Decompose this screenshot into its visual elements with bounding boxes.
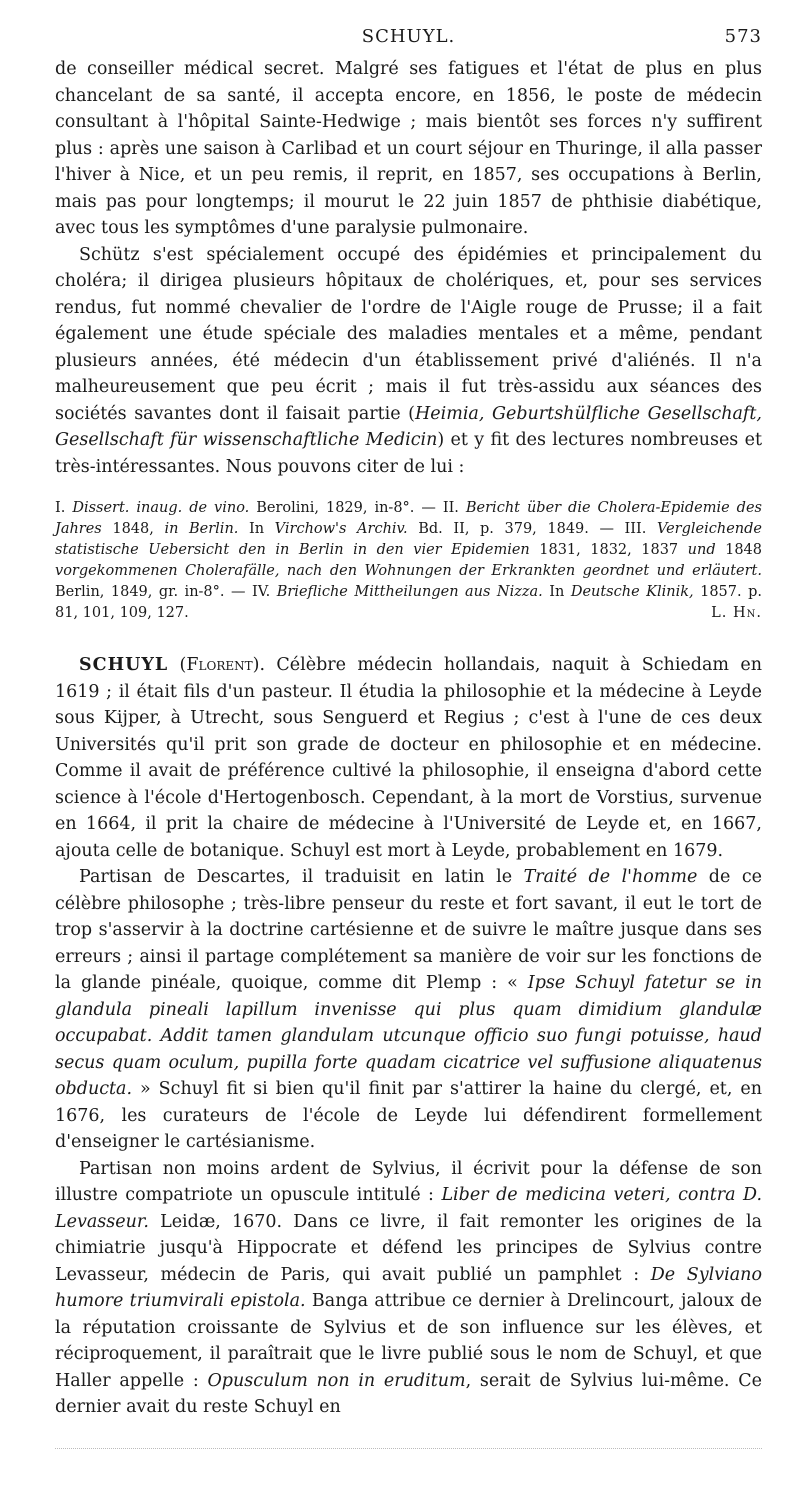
page-bottom-edge [55,1448,762,1449]
running-title: SCHUYL. [361,26,456,47]
biblio-ii-title: Bericht über die Cholera-Epidemie des Jahres [55,500,762,537]
entry-headword: SCHUYL [79,655,169,675]
schuyl-p3-b: Leidæ, 1670. Dans ce livre, il fait remonter les origines de la chimiatrie jusqu'à Hippocrate et défend les principes de Sylvius contre Levasseur, médecin de Paris, qui avait publié un pamphlet : [55,1211,762,1285]
schuyl-p3-a: Partisan non moins ardent de Sylvius, il écrivit pour la défense de son illustre compatriote un opuscule intitulé : [55,1158,762,1205]
running-header [55,26,762,56]
name-open: ( [168,655,187,675]
biblio-iii-year2: 1848 [715,542,762,558]
biblio-ii-journal: Virchow's Archiv. [274,521,408,537]
biblio-i-title: Dissert. inaug. de vino. [72,500,250,516]
schuyl-p2-b: de ce célèbre philosophe ; très-libre penseur du reste et fort savant, il eut le tort de trop s'asservir à la doctrine cartésienne et de suivre le maître jusque dans ses erreurs ; ainsi il partage complétement sa manière de voir sur les fonctions de la glande pinéale, quoique, comme dit Plemp : « [55,867,762,993]
biblio-iii-years: 1831, 1832, 1837 [529,542,688,558]
author-signature: L. Hn. [711,605,762,621]
biblio-iv-in: In [542,584,571,600]
biblio-ii-rest: In [238,521,275,537]
schutz-societies: Heimia, Geburtshülfliche Gesellschaft, Gesellschaft für wissenschaftliche Medicin [55,403,762,450]
liber-title: Liber de medicina veteri, contra D. Levasseur. [55,1185,763,1232]
schutz-paragraph-2 [55,242,762,481]
opusculum-title: Opusculum non in eruditum [207,1370,466,1391]
schutz-paragraph-1: de conseiller médical secret. Malgré ses fatigues et l'état de plus en plus chancelant de sa santé, il accepta encore, en 1856, le poste de médecin consultant à l'hôpital Sainte-Hedwige ; mais bientôt ses forces n'y suffirent plus : après une saison à Carlibad et un court séjour en Thuringe, il alla passer l'hiver à Nice, et un peu remis, il reprit, en 1857, ses occupations à Berlin, mais pas pour longtemps; il mourut le 22 juin 1857 de phthisie diabétique, avec tous les symptômes d'une paralysie pulmonaire. [55,59,762,238]
biblio-i-rest: Berolini, 1829, in-8°. — II. [249,500,466,516]
biblio-ii-year: 1848, [101,521,165,537]
bibliography-text [55,498,762,624]
schutz-p2-text: Schütz s'est spécialement occupé des épidémies et principalement du choléra; il dirigea plusieurs hôpitaux de cholériques, et, pour ses services rendus, fut nommé chevalier de l'ordre de l'Aigle rouge de Prusse; il a fait également une étude spéciale des maladies mentales et a même, pendant plusieurs années, été médecin d'un établissement privé d'aliénés. Il n'a malheureusement que peu écrit ; mais il fut très-assidu aux séances des sociétés savantes dont il faisait partie ( [55,244,762,424]
schuyl-entry [55,652,762,1421]
name-close: ). [252,655,277,675]
biblio-iii-rest: Berlin, 1849, gr. in-8°. — IV. [55,584,277,600]
schuyl-paragraph-1 [55,652,762,864]
schutz-entry [55,56,762,624]
schuyl-p2-a: Partisan de Descartes, il traduisit en latin le [79,867,524,887]
entry-firstname: Florent [186,655,253,675]
biblio-iii-title: Vergleichende statistische Uebersicht den in Berlin in den vier Epidemien [55,521,762,558]
schuyl-p1-text: Célèbre médecin hollandais, naquit à Schiedam en 1619 ; il était fils d'un pasteur. Il étudia la philosophie et la médecine à Leyde sous Kijper, à Utrecht, sous Senguerd et Regius ; c'est à l'une de ces deux Universités qu'il prit son grade de docteur en philosophie et en médecine. Comme il avait de préférence cultivé la philosophie, il enseigna d'abord cette science à l'école d'Hertogenbosch. Cependant, à la mort de Vorstius, survenue en 1664, il prit la chaire de médecine à l'Université de Leyde et, en 1667, ajouta celle de botanique. Schuyl est mort à Leyde, probablement en 1679. [55,655,763,861]
biblio-ii-ref: Bd. II, p. 379, 1849. — III. [407,521,657,537]
biblio-iii-title2: vorgekommenen Cholerafälle, nach den Wohnungen der Erkrankten geordnet und erläutert. [55,563,762,579]
biblio-iv-title: Briefliche Mittheilungen aus Nizza. [276,584,543,600]
schutz-p2-end: ) et y fit des lectures nombreuses et très-intéressantes. Nous pouvons citer de lui : [55,430,762,477]
schuyl-p2-c: » Schuyl fit si bien qu'il finit par s'attirer la haine du clergé, et, en 1676, les curateurs de l'école de Leyde lui défendirent formellement d'enseigner le cartésianisme. [55,1079,762,1152]
biblio-ii-in: in Berlin. [164,521,239,537]
pamphlet-title: De Sylviano humore triumvirali epistola. [55,1264,762,1311]
biblio-iv-ref: 1857. p. 81, 101, 109, 127. [55,584,762,621]
schuyl-paragraph-3 [55,1156,762,1421]
schuyl-paragraph-2 [55,864,762,1156]
traite-title: Traité de l'homme [523,867,698,887]
biblio-iv-journal: Deutsche Klinik, [570,584,694,600]
schutz-bibliography [55,498,762,624]
biblio-i-label: I. [55,500,73,516]
schuyl-p3-c: Banga attribue ce dernier à Drelincourt, jaloux de la réputation croissante de Sylvius et de son influence sur les élèves, et réciproquement, il paraîtrait que le livre publié sous le nom de Schuyl, et que Haller appelle : [55,1291,762,1391]
schuyl-p3-d: , serait de Sylvius lui-même. Ce dernier avait du reste Schuyl en [55,1370,762,1417]
biblio-iii-und: und [687,542,716,558]
plemp-quote: Ipse Schuyl fatetur se in glandula pineali lapillum invenisse qui plus quam dimidium glandulæ occupabat. Addit tamen glandulam utcunque officio suo fungi potuisse, haud secus quam oculum, pupilla forte quadam cicatrice vel suffusione aliquatenus obducta. [55,973,762,1099]
page-number: 573 [724,26,762,47]
